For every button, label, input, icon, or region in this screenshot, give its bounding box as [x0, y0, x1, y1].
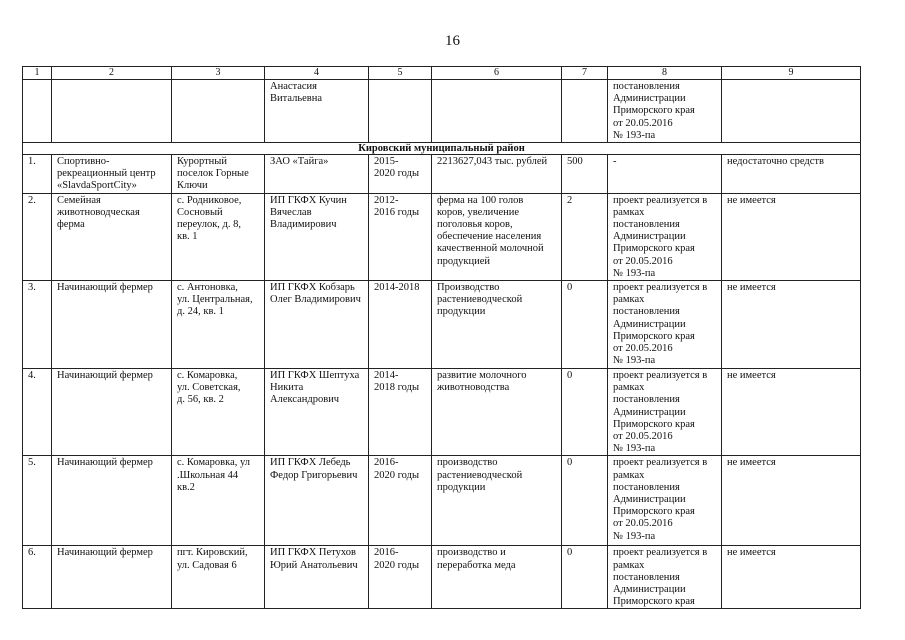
column-number: 9 [722, 67, 861, 80]
district-title: Кировский муниципальный район [23, 143, 861, 155]
project-content: ферма на 100 голов коров, увеличение поголовья коров, обеспечение населения качественной молочной продукцией [432, 193, 562, 280]
project-owner: ИП ГКФХ Лебедь Федор Григорьевич [265, 456, 369, 546]
row-number: 2. [23, 193, 52, 280]
project-period: 2015- 2020 годы [369, 155, 432, 194]
project-content: Производство растениеводческой продукции [432, 281, 562, 369]
column-number: 8 [608, 67, 722, 80]
table-row [23, 155, 861, 194]
table-cell [172, 80, 265, 143]
project-content: производство и переработка меда [432, 546, 562, 609]
project-jobs: 500 [562, 155, 608, 194]
project-location: пгт. Кировский, ул. Садовая 6 [172, 546, 265, 609]
project-basis: проект реализуется в рамках постановления Администрации Приморского края от 20.05.2016 № 193-па [608, 369, 722, 456]
project-period: 2014-2018 [369, 281, 432, 369]
project-period: 2016- 2020 годы [369, 456, 432, 546]
project-basis: - [608, 155, 722, 194]
project-jobs: 0 [562, 456, 608, 546]
page-number: 16 [445, 33, 460, 49]
project-name: Начинающий фермер [52, 281, 172, 369]
row-number: 6. [23, 546, 52, 609]
project-jobs: 0 [562, 281, 608, 369]
column-number: 7 [562, 67, 608, 80]
project-support: не имеется [722, 281, 861, 369]
project-owner: ИП ГКФХ Кучин Вячеслав Владимирович [265, 193, 369, 280]
column-number: 1 [23, 67, 52, 80]
project-owner: ИП ГКФХ Петухов Юрий Анатольевич [265, 546, 369, 609]
table-row [23, 456, 861, 546]
project-location: Курортный поселок Горные Ключи [172, 155, 265, 194]
project-support: не имеется [722, 369, 861, 456]
project-content: производство растениеводческой продукции [432, 456, 562, 546]
basis-cell: постановления Администрации Приморского края от 20.05.2016 № 193-па [608, 80, 722, 143]
project-basis: проект реализуется в рамках постановления Администрации Приморского края от 20.05.2016 № 193-па [608, 193, 722, 280]
project-name: Начинающий фермер [52, 546, 172, 609]
project-period: 2014- 2018 годы [369, 369, 432, 456]
project-support: недостаточно средств [722, 155, 861, 194]
project-owner: ИП ГКФХ Шептуха Никита Александрович [265, 369, 369, 456]
project-location: с. Комаровка, ул. Советская, д. 56, кв. 2 [172, 369, 265, 456]
project-name: Начинающий фермер [52, 369, 172, 456]
project-name: Начинающий фермер [52, 456, 172, 546]
column-number: 3 [172, 67, 265, 80]
project-basis: проект реализуется в рамках постановления Администрации Приморского края от 20.05.2016 № 193-па [608, 281, 722, 369]
project-name: Семейная животноводческая ферма [52, 193, 172, 280]
table-cell [23, 80, 52, 143]
row-number: 1. [23, 155, 52, 194]
project-period: 2016- 2020 годы [369, 546, 432, 609]
row-number: 5. [23, 456, 52, 546]
project-jobs: 2 [562, 193, 608, 280]
table-row [23, 193, 861, 280]
project-location: с. Комаровка, ул .Школьная 44 кв.2 [172, 456, 265, 546]
column-number: 4 [265, 67, 369, 80]
project-owner: ИП ГКФХ Кобзарь Олег Владимирович [265, 281, 369, 369]
project-jobs: 0 [562, 369, 608, 456]
row-number: 3. [23, 281, 52, 369]
project-content: развитие молочного животноводства [432, 369, 562, 456]
row-number: 4. [23, 369, 52, 456]
project-basis: проект реализуется в рамках постановления Администрации Приморского края [608, 546, 722, 609]
project-jobs: 0 [562, 546, 608, 609]
project-content: 2213627,043 тыс. рублей [432, 155, 562, 194]
table-cell [562, 80, 608, 143]
table-cell [52, 80, 172, 143]
table-cell [369, 80, 432, 143]
column-number: 6 [432, 67, 562, 80]
investment-projects-table [22, 66, 861, 609]
project-location: с. Антоновка, ул. Центральная, д. 24, кв. 1 [172, 281, 265, 369]
project-support: не имеется [722, 193, 861, 280]
project-period: 2012- 2016 годы [369, 193, 432, 280]
district-row [23, 143, 861, 155]
table-row [23, 281, 861, 369]
project-owner: ЗАО «Тайга» [265, 155, 369, 194]
table-cell [722, 80, 861, 143]
project-name: Спортивно- рекреационный центр «SlavdaSportCity» [52, 155, 172, 194]
column-number: 5 [369, 67, 432, 80]
project-support: не имеется [722, 546, 861, 609]
continuation-row [23, 80, 861, 143]
table-cell [432, 80, 562, 143]
owner-cell: Анастасия Витальевна [265, 80, 369, 143]
project-location: с. Родниковое, Сосновый переулок, д. 8, кв. 1 [172, 193, 265, 280]
project-basis: проект реализуется в рамках постановления Администрации Приморского края от 20.05.2016 № 193-па [608, 456, 722, 546]
project-support: не имеется [722, 456, 861, 546]
column-number: 2 [52, 67, 172, 80]
table-row [23, 546, 861, 609]
column-number-row [23, 67, 861, 80]
table-row [23, 369, 861, 456]
